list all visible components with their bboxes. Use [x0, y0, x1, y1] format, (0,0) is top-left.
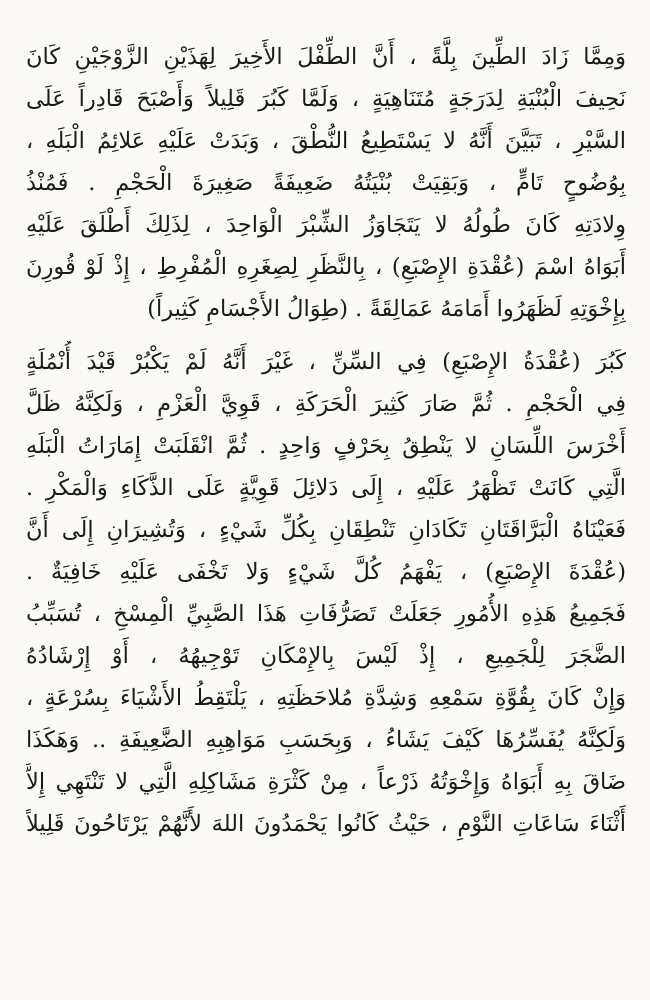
text-line: فَعَيْنَاهُ الْبَرَّاقَتَانِ تَكَادَانِ تَنْطِقَانِ بِكُلِّ شَيْءٍ ، وَتُشِيرَانِ إِلَى أَنَّ [26, 517, 626, 543]
text-line: وَإِنْ كَانَ بِقُوَّةِ سَمْعِهِ وَشِدَّةِ مُلاحَظَتِهِ ، يَلْتَقِطُ الأَشْيَاءَ بِسُرْعَةٍ ، [26, 685, 626, 711]
text-line: فِي الْحَجْمِ . ثُمَّ صَارَ كَثِيرَ الْحَرَكَةِ ، قَوِيَّ الْعَزْمِ ، وَلَكِنَّهُ ظَلَّ [26, 391, 626, 417]
text-line: أَبَوَاهُ اسْمَ (عُقْدَةِ الإِصْبَعِ) ، بِالنَّظَرِ لِصِغَرِهِ الْمُفْرِطِ ، إِذْ لَوْ قُورِنَ [26, 254, 626, 280]
text-line: الضَّجَرَ لِلْجَمِيعِ ، إِذْ لَيْسَ بِالإِمْكَانِ تَوْجِيهُهُ ، أَوْ إِرْشَادُهُ [26, 643, 626, 669]
text-line: وِلادَتِهِ كَانَ طُولُهُ لا يَتَجَاوَزُ الشِّبْرَ الْوَاحِدَ ، لِذَلِكَ أَطْلَقَ عَلَيْهِ [26, 212, 626, 238]
text-line: (عُقْدَةَ الإِصْبَعِ) ، يَفْهَمُ كُلَّ شَيْءٍ وَلا تَخْفَى عَلَيْهِ خَافِيَةٌ . [26, 559, 626, 585]
text-line: وَمِمَّا زَادَ الطِّينَ بِلَّةً ، أَنَّ الطِّفْلَ الأَخِيرَ لِهَذَيْنِ الزَّوْجَيْنِ كَانَ [26, 44, 626, 70]
text-line: فَجَمِيعُ هَذِهِ الأُمُورِ جَعَلَتْ تَصَرُّفَاتِ هَذَا الصَّبِيِّ الْمِسْخِ ، تُسَبِّبُ [26, 601, 626, 627]
text-line: السَّيْرِ ، تَبَيَّنَ أَنَّهُ لا يَسْتَطِيعُ النُّطْقَ ، وَبَدَتْ عَلَيْهِ عَلائِمُ الْبَلَهِ ، [26, 128, 626, 154]
paragraph-1 [26, 36, 626, 330]
text-line: أَثْنَاءَ سَاعَاتِ النَّوْمِ ، حَيْثُ كَانُوا يَحْمَدُونَ اللهَ لأَنَّهُمْ يَرْتَاحُونَ قَلِيلاً [26, 811, 626, 837]
text-line: ضَاقَ بِهِ أَبَوَاهُ وَإِخْوَتُهُ ذَرْعاً ، مِنْ كَثْرَةِ مَشَاكِلِهِ الَّتِي لا تَنْتَهِي إِلاَّ [26, 769, 626, 795]
text-line: الَّتِي كَانَتْ تَظْهَرُ عَلَيْهِ ، إِلَى دَلائِلَ قَوِيَّةٍ عَلَى الذَّكَاءِ وَالْمَكْرِ . [26, 475, 626, 501]
text-line: بِإِخْوَتِهِ لَظَهَرُوا أَمَامَهُ عَمَالِقَةً . (طِوَالُ الأَجْسَامِ كَثِيراً) [147, 296, 626, 322]
text-line: أَخْرَسَ اللِّسَانِ لا يَنْطِقُ بِحَرْفٍ وَاحِدٍ . ثُمَّ انْقَلَبَتْ إِمَارَاتُ الْبَلَهِ [26, 433, 626, 459]
text-line: وَلَكِنَّهُ يُفَسِّرُهَا كَيْفَ يَشَاءُ ، وَبِحَسَبِ مَوَاهِبِهِ الضَّعِيفَةِ .. وَهَكَذَا [26, 727, 626, 753]
text-line: نَحِيفَ الْبُنْيَةِ لِدَرَجَةٍ مُتَنَاهِيَةٍ ، وَلَمَّا كَبُرَ قَلِيلاً وَأَصْبَحَ قَادِراً عَلَى [26, 86, 626, 112]
text-line: كَبُرَ (عُقْدَةُ الإِصْبَعِ) فِي السِّنِّ ، غَيْرَ أَنَّهُ لَمْ يَكْبُرْ قَيْدَ أُنْمُلَةٍ [26, 349, 626, 375]
text-line: بِوُضُوحٍ تَامٍّ ، وَبَقِيَتْ بُنْيَتُهُ ضَعِيفَةً صَغِيرَةَ الْحَجْمِ . فَمُنْذُ [26, 170, 626, 196]
paragraph-2 [26, 341, 626, 845]
